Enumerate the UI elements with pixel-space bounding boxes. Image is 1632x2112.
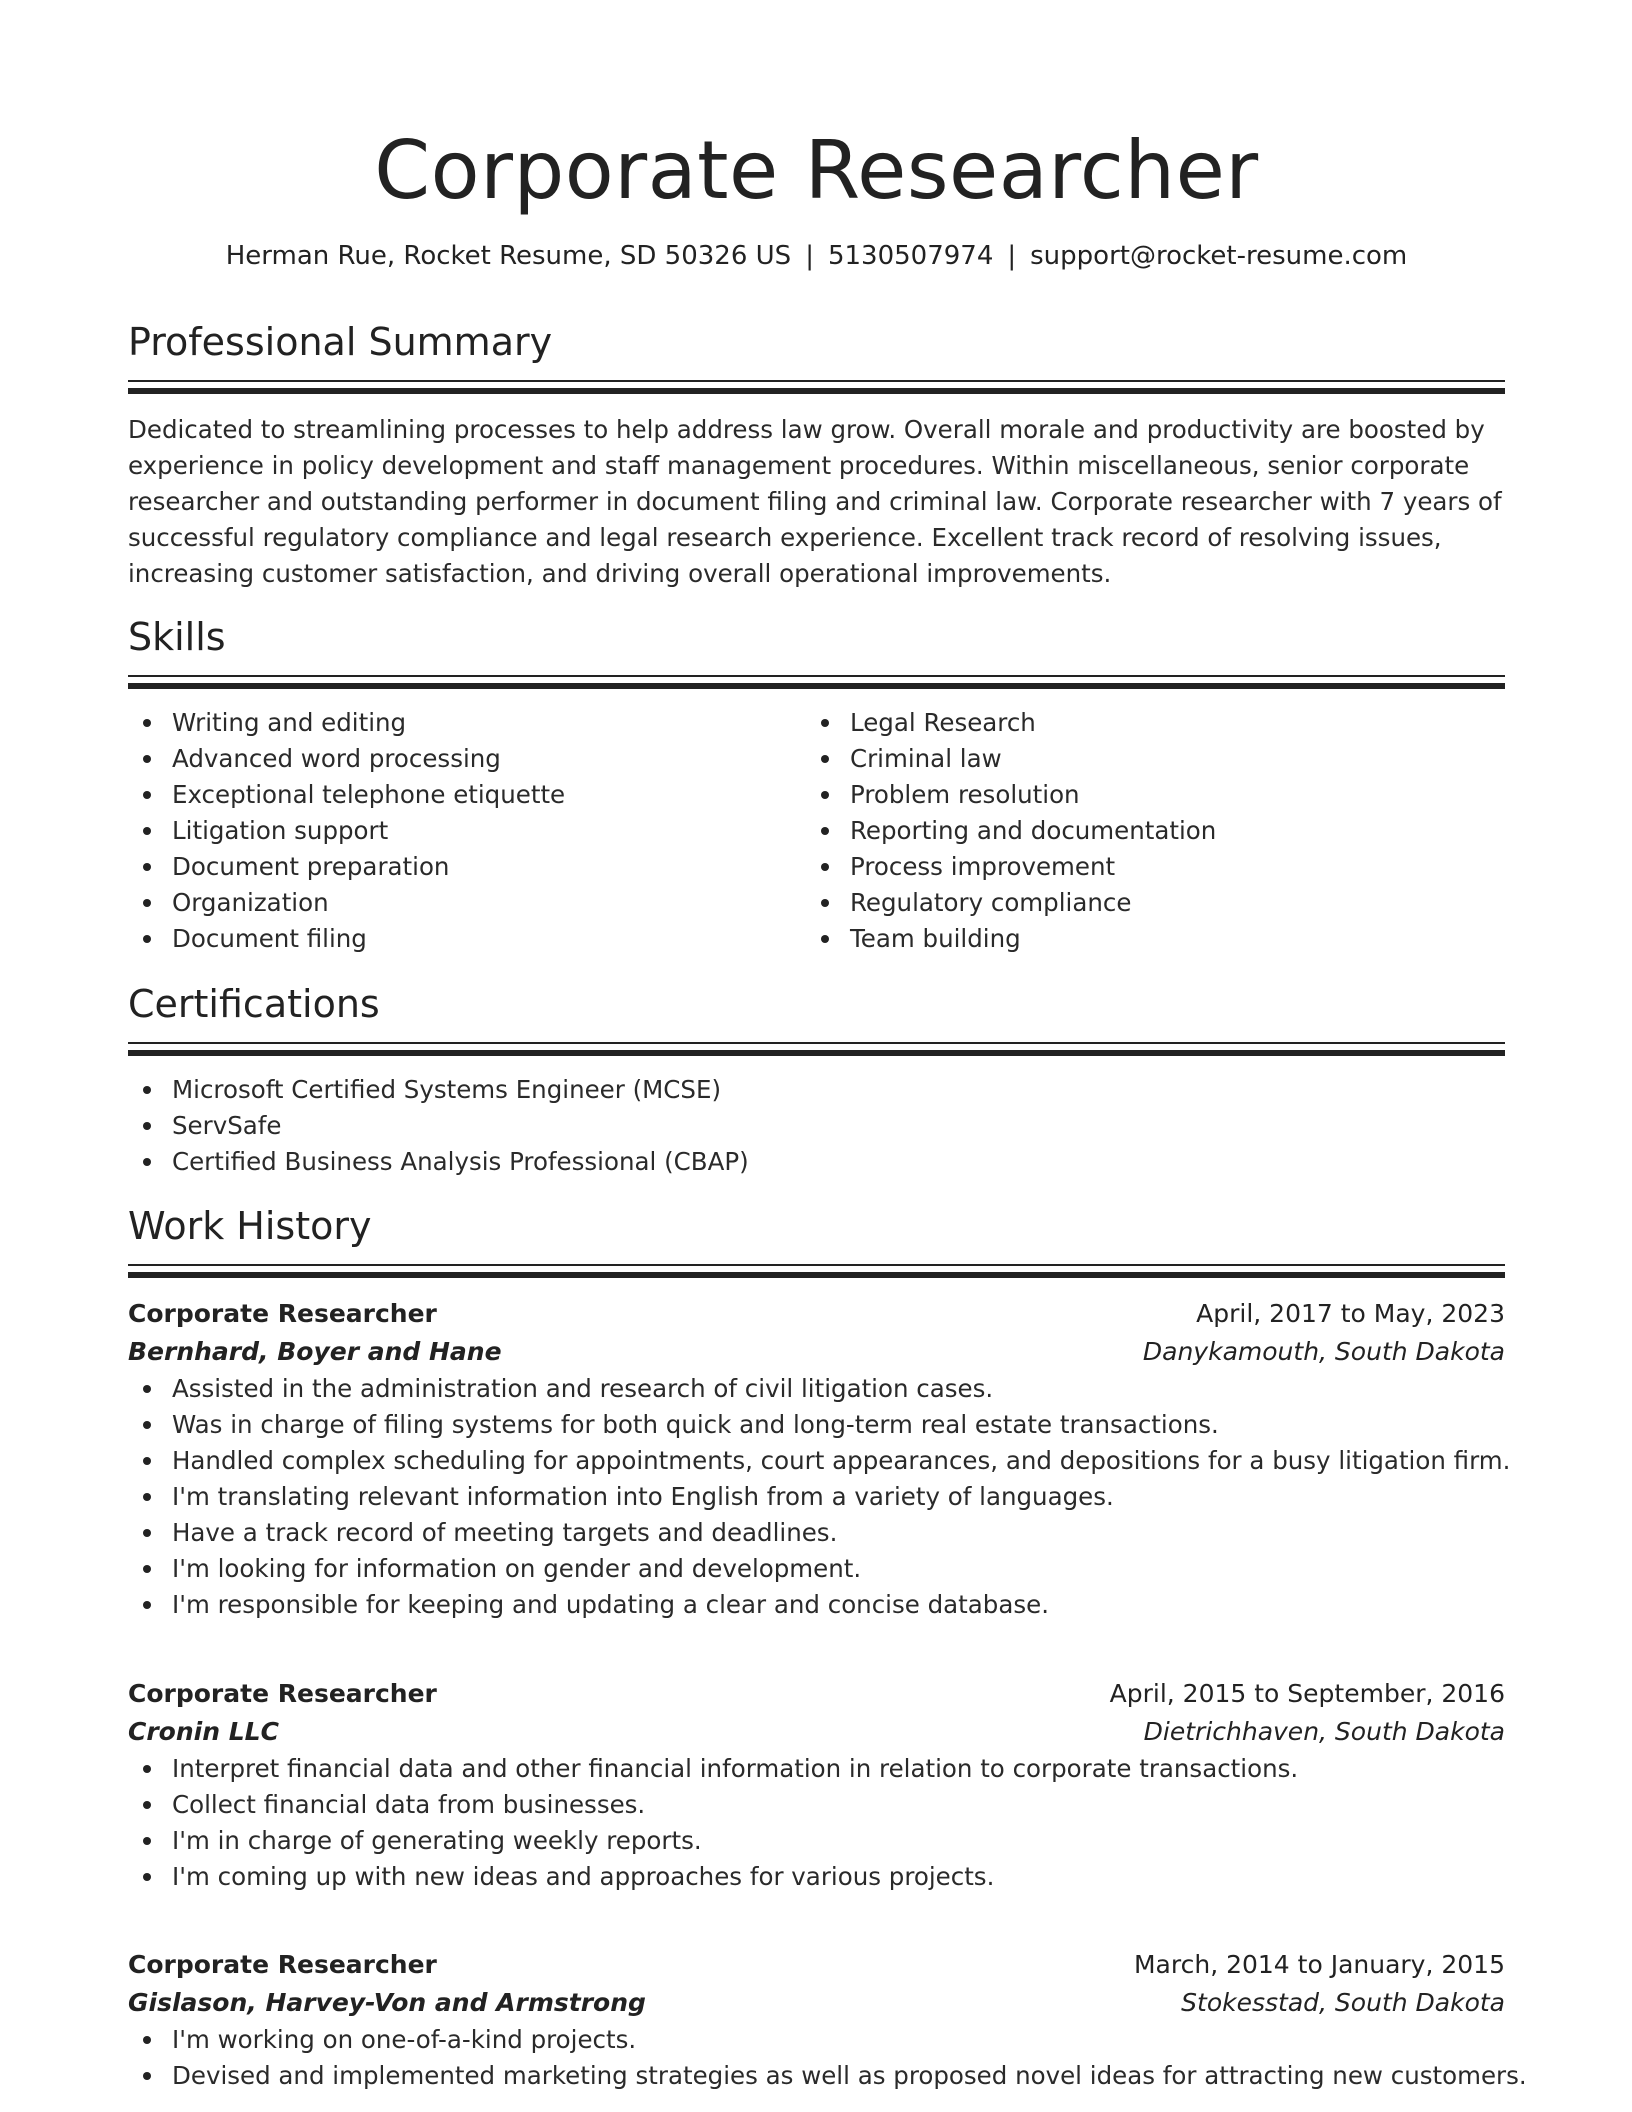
skills-heading: Skills xyxy=(128,615,226,659)
job-subheader xyxy=(128,1713,1505,1751)
section-divider xyxy=(128,388,1505,394)
job-dates: April, 2015 to September, 2016 xyxy=(1109,1679,1505,1708)
bullet-icon xyxy=(143,899,151,907)
list-item: Advanced word processing xyxy=(128,741,806,777)
bullet-icon xyxy=(143,935,151,943)
bullet-icon xyxy=(143,863,151,871)
contact-line xyxy=(128,238,1505,274)
job-title: Corporate Researcher xyxy=(128,1679,437,1708)
contact-separator: | xyxy=(805,241,814,271)
bullet-icon xyxy=(821,935,829,943)
list-item: Certified Business Analysis Professional (CBAP) xyxy=(128,1144,1505,1180)
skills-grid xyxy=(128,705,1505,957)
section-divider xyxy=(128,1050,1505,1056)
list-item: Legal Research xyxy=(806,705,1484,741)
bullet-icon xyxy=(821,719,829,727)
job-bullets xyxy=(128,1371,1511,1623)
list-item: Criminal law xyxy=(806,741,1484,777)
job-header xyxy=(128,1675,1505,1713)
job-bullets xyxy=(128,1751,1505,1895)
job-subheader xyxy=(128,1333,1505,1371)
certifications-list xyxy=(128,1072,1505,1180)
bullet-icon xyxy=(143,1601,151,1609)
list-item: Was in charge of filing systems for both quick and long-term real estate transactions. xyxy=(128,1407,1505,1443)
job-company: Cronin LLC xyxy=(128,1717,279,1746)
contact-phone: 5130507974 xyxy=(827,241,994,271)
job-title: Corporate Researcher xyxy=(128,1950,437,1979)
list-item: I'm coming up with new ideas and approaches for various projects. xyxy=(128,1859,1505,1895)
bullet-icon xyxy=(143,1086,151,1094)
bullet-icon xyxy=(143,1837,151,1845)
bullet-icon xyxy=(143,1457,151,1465)
bullet-icon xyxy=(821,863,829,871)
certifications-heading: Certifications xyxy=(128,982,380,1026)
bullet-icon xyxy=(821,791,829,799)
work-section xyxy=(128,1202,1505,1278)
bullet-icon xyxy=(821,899,829,907)
section-divider xyxy=(128,1042,1505,1044)
job-header xyxy=(128,1295,1505,1333)
section-divider xyxy=(128,683,1505,689)
bullet-icon xyxy=(143,1493,151,1501)
summary-text: Dedicated to streamlining processes to help address law grow. Overall morale and productivity are boosted by experience in policy development and staff management procedures. Within miscellaneous, senior corporate researcher and outstanding performer in document filing and criminal law. Corporate researcher with 7 years of successful regulatory compliance and legal research experience. Excellent track record of resolving issues, increasing customer satisfaction, and driving overall operational improvements. xyxy=(128,415,1502,588)
bullet-icon xyxy=(143,1421,151,1429)
job-header xyxy=(128,1946,1505,1984)
bullet-icon xyxy=(143,2036,151,2044)
list-item: Devised and implemented marketing strategies as well as proposed novel ideas for attracting new customers. xyxy=(128,2058,1505,2094)
list-item: Process improvement xyxy=(806,849,1484,885)
list-item: Assisted in the administration and research of civil litigation cases. xyxy=(128,1371,1505,1407)
list-item: Team building xyxy=(806,921,1484,957)
list-item: Litigation support xyxy=(128,813,806,849)
work-heading: Work History xyxy=(128,1204,372,1248)
job-company: Gislason, Harvey-Von and Armstrong xyxy=(128,1988,646,2017)
contact-separator: | xyxy=(1007,241,1017,271)
job-location: Danykamouth, South Dakota xyxy=(1142,1337,1505,1366)
summary-heading: Professional Summary xyxy=(128,320,553,364)
bullet-icon xyxy=(143,755,151,763)
list-item: Problem resolution xyxy=(806,777,1484,813)
summary-section xyxy=(128,318,1505,592)
section-divider xyxy=(128,380,1505,382)
skills-list-right xyxy=(806,705,1484,957)
list-item: Exceptional telephone etiquette xyxy=(128,777,806,813)
list-item: Collect financial data from businesses. xyxy=(128,1787,1505,1823)
list-item: Have a track record of meeting targets and deadlines. xyxy=(128,1515,1505,1551)
certifications-section xyxy=(128,980,1505,1180)
list-item: Organization xyxy=(128,885,806,921)
list-item: Regulatory compliance xyxy=(806,885,1484,921)
section-divider xyxy=(128,1264,1505,1266)
bullet-icon xyxy=(143,1158,151,1166)
bullet-icon xyxy=(143,1385,151,1393)
job-dates: April, 2017 to May, 2023 xyxy=(1196,1299,1505,1328)
bullet-icon xyxy=(143,1565,151,1573)
bullet-icon xyxy=(821,827,829,835)
job-location: Stokesstad, South Dakota xyxy=(1181,1988,1505,2017)
bullet-icon xyxy=(143,719,151,727)
list-item: Interpret financial data and other financial information in relation to corporate transactions. xyxy=(128,1751,1505,1787)
list-item: Document preparation xyxy=(128,849,806,885)
job-location: Dietrichhaven, South Dakota xyxy=(1143,1717,1505,1746)
bullet-icon xyxy=(143,827,151,835)
list-item: Writing and editing xyxy=(128,705,806,741)
job-subheader xyxy=(128,1984,1505,2022)
bullet-icon xyxy=(143,1801,151,1809)
bullet-icon xyxy=(143,791,151,799)
job-entry xyxy=(128,1295,1511,1623)
section-divider xyxy=(128,1272,1505,1278)
list-item: I'm translating relevant information into English from a variety of languages. xyxy=(128,1479,1505,1515)
list-item: I'm responsible for keeping and updating a clear and concise database. xyxy=(128,1587,1505,1623)
job-bullets xyxy=(128,2022,1527,2094)
job-entry xyxy=(128,1675,1505,1895)
bullet-icon xyxy=(143,2072,151,2080)
skills-section xyxy=(128,613,1505,957)
list-item: I'm working on one-of-a-kind projects. xyxy=(128,2022,1505,2058)
list-item: Handled complex scheduling for appointments, court appearances, and depositions for a busy litigation firm. xyxy=(128,1443,1505,1479)
list-item: I'm looking for information on gender and development. xyxy=(128,1551,1505,1587)
list-item: I'm in charge of generating weekly reports. xyxy=(128,1823,1505,1859)
list-item: Microsoft Certified Systems Engineer (MCSE) xyxy=(128,1072,1505,1108)
bullet-icon xyxy=(143,1873,151,1881)
list-item: Document filing xyxy=(128,921,806,957)
list-item: Reporting and documentation xyxy=(806,813,1484,849)
resume-title: Corporate Researcher xyxy=(374,124,1259,217)
bullet-icon xyxy=(143,1765,151,1773)
contact-email[interactable]: support@rocket-resume.com xyxy=(1030,241,1408,271)
skills-list-left xyxy=(128,705,806,957)
bullet-icon xyxy=(821,755,829,763)
section-divider xyxy=(128,675,1505,677)
bullet-icon xyxy=(143,1529,151,1537)
job-company: Bernhard, Boyer and Hane xyxy=(128,1337,502,1366)
bullet-icon xyxy=(143,1122,151,1130)
contact-address: Herman Rue, Rocket Resume, SD 50326 US xyxy=(225,241,792,271)
list-item: ServSafe xyxy=(128,1108,1505,1144)
job-dates: March, 2014 to January, 2015 xyxy=(1133,1950,1505,1979)
job-title: Corporate Researcher xyxy=(128,1299,437,1328)
job-entry xyxy=(128,1946,1527,2094)
